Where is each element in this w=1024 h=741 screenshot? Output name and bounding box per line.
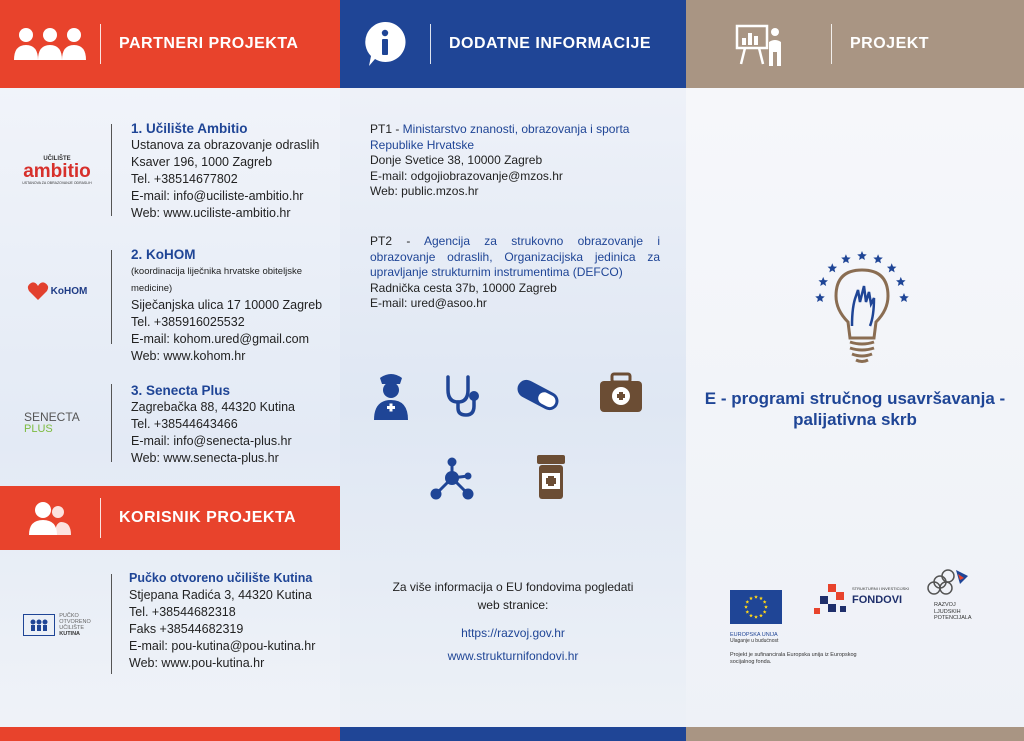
partners-header <box>0 0 340 88</box>
star-icon <box>899 293 909 302</box>
first-aid-kit-icon <box>598 372 644 414</box>
fondovi-squares-icon <box>814 584 850 620</box>
partner-web: Web: www.kohom.hr <box>131 349 246 363</box>
eu-logo: EUROPSKA UNIJA Ulaganje u budućnost <box>730 590 782 644</box>
user-name: Pučko otvoreno učilište Kutina <box>129 571 313 585</box>
pt1-address: Donje Svetice 38, 10000 Zagreb <box>370 153 543 167</box>
star-icon <box>887 263 897 272</box>
pt2-address: Radnička cesta 37b, 10000 Zagreb <box>370 280 557 295</box>
pt2-email: E-mail: ured@asoo.hr <box>370 296 487 310</box>
eu-funds-info: Za više informacija o EU fondovima pogledati web stranice: <box>392 580 634 612</box>
pt2-org: Agencija za strukovno obrazovanje i obrazovanje odraslih, Organizacijska jedinica za upravljanje strukturnim instrumentima (DEFCO) <box>370 234 660 279</box>
star-icon <box>828 263 838 272</box>
project-panel <box>686 0 1024 741</box>
link-razvoj[interactable]: https://razvoj.gov.hr <box>461 626 565 640</box>
partner-email: E-mail: info@uciliste-ambitio.hr <box>131 189 304 203</box>
partner-name: 2. KoHOM <box>131 247 196 262</box>
nurse-icon <box>370 372 412 420</box>
info-panel <box>340 0 686 741</box>
user-web: Web: www.pou-kutina.hr <box>129 656 265 670</box>
project-header <box>686 0 1024 88</box>
bottom-strip <box>686 727 1024 741</box>
user-phone: Tel. +38544682318 <box>129 605 236 619</box>
partner-type: Ustanova za obrazovanje odraslih <box>131 138 320 152</box>
partner-name: 3. Senecta Plus <box>131 383 231 398</box>
bottom-strip <box>0 727 340 741</box>
star-icon <box>873 254 883 263</box>
user-title: KORISNIK PROJEKTA <box>119 509 297 526</box>
star-icon <box>857 251 867 260</box>
partner-email: E-mail: kohom.ured@gmail.com <box>131 332 310 346</box>
pt1-email: E-mail: odgojiobrazovanje@mzos.hr <box>370 168 563 183</box>
star-icon <box>841 254 851 263</box>
fondovi-logo: STRUKTURNI I INVESTICIJSKI FONDOVI <box>814 580 904 624</box>
partners-title: PARTNERI PROJEKTA <box>119 35 299 52</box>
partner-phone: Tel. +38544643466 <box>131 417 238 431</box>
bottom-strip <box>340 727 686 741</box>
partner-subtitle: (koordinacija liječnika hrvatske obiteljske medicine) <box>131 266 303 294</box>
partner-address: Zagrebačka 88, 44320 Kutina <box>131 400 296 414</box>
group-icon <box>0 26 100 62</box>
pt1-label: PT1 - <box>370 122 403 136</box>
partner-web: Web: www.senecta-plus.hr <box>131 451 279 465</box>
lightbulb-logo-icon <box>812 246 912 376</box>
partners-panel <box>0 0 340 741</box>
presentation-icon <box>686 22 831 66</box>
user-email: E-mail: pou-kutina@pou-kutina.hr <box>129 639 316 653</box>
partner-email: E-mail: info@senecta-plus.hr <box>131 434 292 448</box>
eu-flag-icon <box>730 590 782 624</box>
partner-address: Siječanjska ulica 17 10000 Zagreb <box>131 298 323 312</box>
project-header-title: PROJEKT <box>850 35 930 52</box>
pinwheel-icon <box>924 566 972 600</box>
cofinancing-note: Projekt je sufinancirala Europska unija iz Europskog socijalnog fonda. <box>730 652 857 665</box>
link-strukturnifondovi[interactable]: www.strukturnifondovi.hr <box>447 649 579 663</box>
stethoscope-icon <box>442 374 482 418</box>
pt2-label: PT2 - <box>370 234 424 248</box>
pill-icon <box>514 378 562 412</box>
molecule-icon <box>428 456 476 502</box>
ambitio-logo: UČILIŠTE ambitio USTANOVA ZA OBRAZOVANJE ODRASLIH <box>22 155 92 185</box>
heart-icon <box>27 281 49 301</box>
project-title: E - programi stručnog usavršavanja - palijativna skrb <box>704 389 1006 429</box>
pou-kutina-logo: PUČKO OTVORENO UČILIŠTE KUTINA <box>14 610 100 640</box>
pt1-org: Ministarstvo znanosti, obrazovanja i sporta Republike Hrvatske <box>370 122 630 152</box>
razvoj-ljudskih-potencijala-logo: RAZVOJ LJUDSKIH POTENCIJALA <box>924 566 994 626</box>
pt2-block <box>370 234 660 312</box>
user-fax: Faks +38544682319 <box>129 622 244 636</box>
info-header <box>340 0 686 88</box>
star-icon <box>818 277 828 286</box>
partner-web: Web: www.uciliste-ambitio.hr <box>131 206 291 220</box>
users-icon <box>0 501 100 535</box>
medicine-bottle-icon <box>536 454 566 500</box>
partner-name: 1. Učilište Ambitio <box>131 121 248 136</box>
partner-phone: Tel. +38514677802 <box>131 172 238 186</box>
info-title: DODATNE INFORMACIJE <box>449 35 652 52</box>
user-header <box>0 486 340 550</box>
partner-address: Ksaver 196, 1000 Zagreb <box>131 155 273 169</box>
info-icon <box>340 20 430 68</box>
partner-phone: Tel. +385916025532 <box>131 315 245 329</box>
star-icon <box>896 277 906 286</box>
user-address: Stjepana Radića 3, 44320 Kutina <box>129 588 312 602</box>
pt1-block <box>370 122 660 200</box>
pt1-web: Web: public.mzos.hr <box>370 184 479 198</box>
kohom-logo: KoHOM <box>14 276 100 306</box>
star-icon <box>815 293 825 302</box>
senecta-logo: SENECTA PLUS <box>24 409 80 435</box>
